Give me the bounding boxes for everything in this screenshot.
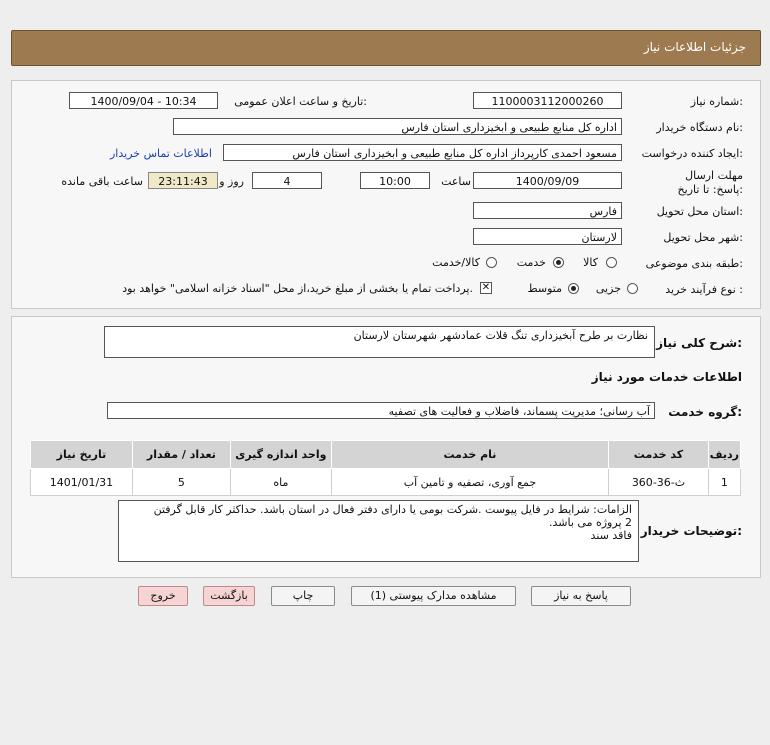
process-radio-medium[interactable] <box>568 283 579 294</box>
buyer-org-field: اداره کل منابع طبیعی و ابخیزداری استان فارس <box>173 118 622 135</box>
col-qty: تعداد / مقدار <box>132 441 230 469</box>
services-section-title: اطلاعات خدمات مورد نیاز <box>591 370 742 384</box>
page-title: جزئیات اطلاعات نیاز <box>643 40 746 54</box>
service-group-label: گروه خدمت: <box>668 405 742 419</box>
category-radio-goods-service[interactable] <box>486 257 497 268</box>
summary-field: نظارت بر طرح آبخیزداری تنگ قلات عمادشهر شهرستان لارستان <box>104 326 655 358</box>
row-code: ث-36-360 <box>609 469 709 496</box>
province-field: فارس <box>473 202 622 219</box>
requester-label: ایجاد کننده درخواست: <box>641 147 743 160</box>
row-unit: ماه <box>230 469 331 496</box>
remaining-label: ساعت باقی مانده <box>61 175 143 188</box>
summary-label: شرح کلی نیاز: <box>656 336 742 350</box>
process-option-medium: متوسط <box>527 282 562 295</box>
category-option-goods-service: کالا/خدمت <box>432 256 480 269</box>
col-index: ردیف <box>708 441 740 469</box>
deadline-date-field: 1400/09/09 <box>473 172 622 189</box>
need-details-panel <box>11 80 761 309</box>
announce-label: تاریخ و ساعت اعلان عمومی: <box>234 95 367 108</box>
buyer-org-label: نام دستگاه خریدار: <box>656 121 743 134</box>
need-number-label: شماره نیاز: <box>690 95 743 108</box>
process-option-minor: جزیی <box>595 282 621 295</box>
table-header-row <box>31 441 741 469</box>
row-qty: 5 <box>132 469 230 496</box>
treasury-payment-note: پرداخت تمام یا بخشی از مبلغ خرید،از محل "اسناد خزانه اسلامی" خواهد بود. <box>122 282 473 295</box>
deadline-time-field: 10:00 <box>360 172 430 189</box>
category-option-service: خدمت <box>516 256 546 269</box>
city-label: شهر محل تحویل: <box>663 231 743 244</box>
buyer-notes-line: الزامات: شرایط در فایل پیوست .شرکت بومی یا دارای دفتر فعال در استان باشد. حداکثر کار قابل گرفتن <box>153 503 632 516</box>
buyer-notes-line: فاقد سند <box>590 529 632 542</box>
row-date: 1401/01/31 <box>31 469 133 496</box>
col-unit: واحد اندازه گیری <box>230 441 331 469</box>
process-label: نوع فرآیند خرید : <box>665 283 743 296</box>
treasury-payment-checkbox[interactable]: ✕ <box>481 282 491 293</box>
buyer-notes-label: توضیحات خریدار: <box>640 524 742 538</box>
buyer-notes-line: 2 پروژه می باشد. <box>549 516 632 529</box>
row-name: جمع آوری، تصفیه و تامین آب <box>331 469 608 496</box>
buyer-contact-link[interactable]: اطلاعات تماس خریدار <box>110 147 212 160</box>
col-code: کد خدمت <box>609 441 709 469</box>
category-radio-service[interactable] <box>553 257 564 268</box>
remaining-time-field: 23:11:43 <box>148 172 218 189</box>
province-label: استان محل تحویل: <box>656 205 743 218</box>
back-button[interactable]: بازگشت <box>203 586 255 606</box>
days-label: روز و <box>219 175 244 188</box>
services-table <box>30 440 741 496</box>
row-index: 1 <box>708 469 740 496</box>
city-field: لارستان <box>473 228 622 245</box>
page-header <box>11 30 761 66</box>
attachments-button[interactable]: مشاهده مدارک پیوستی (1) <box>351 586 516 606</box>
table-row <box>31 469 741 496</box>
days-field: 4 <box>252 172 322 189</box>
col-name: نام خدمت <box>331 441 608 469</box>
deadline-time-label: ساعت <box>441 175 471 188</box>
category-option-goods: کالا <box>583 256 598 269</box>
process-radio-minor[interactable] <box>627 283 638 294</box>
col-date: تاریخ نیاز <box>31 441 133 469</box>
service-group-field: آب رسانی؛ مدیریت پسماند، فاضلاب و فعالیت های تصفیه <box>107 402 655 419</box>
deadline-label: مهلت ارسال پاسخ: تا تاریخ: <box>677 169 743 196</box>
reply-button[interactable]: پاسخ به نیاز <box>531 586 631 606</box>
announce-field: 1400/09/04 - 10:34 <box>69 92 218 109</box>
buyer-notes-field <box>118 500 639 562</box>
exit-button[interactable]: خروج <box>138 586 188 606</box>
requester-field: مسعود احمدی کارپرداز اداره کل منابع طبیعی و ابخیزداری استان فارس <box>223 144 622 161</box>
need-number-field: 1100003112000260 <box>473 92 622 109</box>
print-button[interactable]: چاپ <box>271 586 335 606</box>
category-label: طبقه بندی موضوعی: <box>645 257 743 270</box>
category-radio-goods[interactable] <box>606 257 617 268</box>
